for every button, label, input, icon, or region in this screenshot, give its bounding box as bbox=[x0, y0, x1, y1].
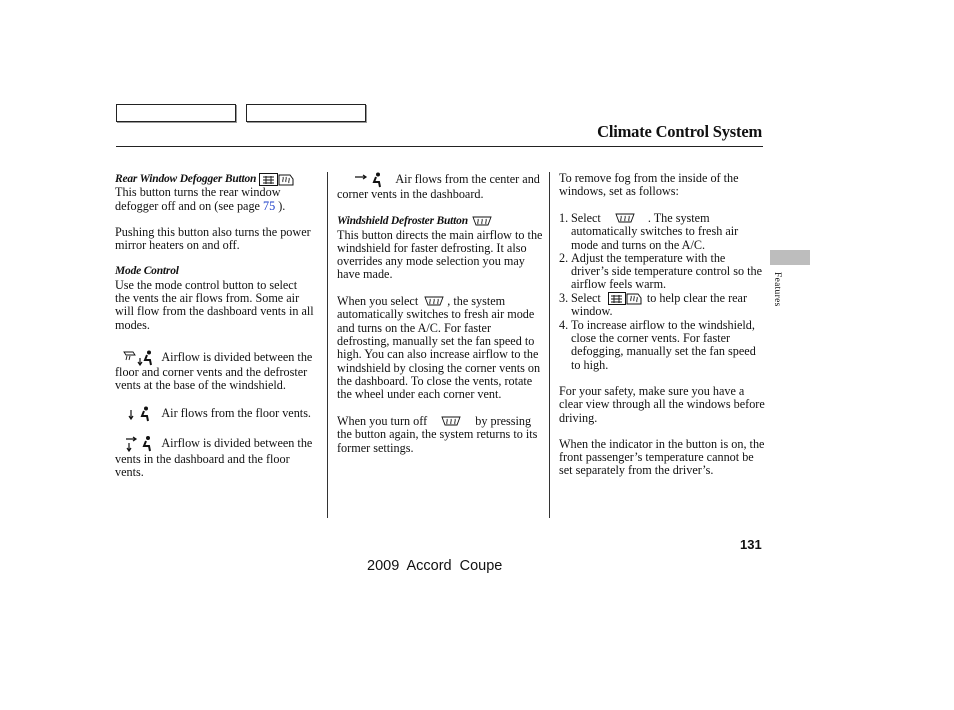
column-2 bbox=[337, 172, 545, 455]
defog-step-1: 1. Select . The system automatically switches to fresh air mode and turns on the A/C. bbox=[559, 210, 739, 252]
turnoff-text-start: When you turn off bbox=[337, 413, 428, 428]
bilevel-mode-text: Airflow is divided between the vents in the dashboard and the floor vents. bbox=[115, 435, 313, 479]
page-title: Climate Control System bbox=[597, 122, 762, 141]
windshield-defroster-icon bbox=[471, 215, 493, 228]
select-text-start: When you select bbox=[337, 293, 419, 308]
select-text-end: , the system automatically switches to fresh air mode and turns on the A/C. For faster defrosting, manually set the fan speed to high. You can also increase airflow to the windshield by closing the corner vents on the dashboard. To close the vents, rotate the wheel under each corner vent. bbox=[337, 293, 541, 402]
floor-mode-icon bbox=[127, 406, 159, 422]
windshield-defroster-heading: Windshield Defroster Button bbox=[337, 215, 468, 228]
page-number: 131 bbox=[740, 537, 762, 552]
rear-defogger-text: This button turns the rear window defogger off and on (see page bbox=[115, 185, 281, 213]
mirror-heater-icon bbox=[278, 173, 294, 186]
column-3 bbox=[559, 172, 765, 478]
column-1 bbox=[115, 172, 315, 479]
rear-defogger-heading: Rear Window Defogger Button bbox=[115, 173, 257, 185]
column-divider-2 bbox=[549, 172, 550, 518]
nav-tab-2[interactable] bbox=[246, 104, 366, 122]
floor-mode-text: Air flows from the floor vents. bbox=[161, 405, 311, 420]
rear-defogger-icon bbox=[259, 173, 278, 186]
rear-defogger-icon-step bbox=[608, 292, 642, 305]
dashboard-mode-text: Air flows from the center and corner vents in the dashboard. bbox=[337, 171, 540, 201]
section-tab-label: Features bbox=[772, 272, 782, 307]
mirror-heater-text: Pushing this button also turns the power mirror heaters on and off. bbox=[115, 224, 311, 253]
turnoff-text-end: by pressing the button again, the system returns to its former settings. bbox=[337, 413, 538, 455]
bilevel-mode-icon bbox=[123, 435, 159, 453]
mode-control-heading: Mode Control bbox=[115, 265, 179, 278]
page-75-link[interactable]: 75 bbox=[263, 198, 276, 213]
footer-model: 2009 Accord Coupe bbox=[367, 558, 503, 574]
defog-intro-text: To remove fog from the inside of the windows, set as follows: bbox=[559, 171, 739, 199]
floor-defrost-mode-icon bbox=[123, 350, 159, 366]
nav-tab-1[interactable] bbox=[116, 104, 236, 122]
dashboard-mode-icon bbox=[353, 172, 393, 188]
indicator-text: When the indicator in the button is on, the front passenger’s temperature cannot be set separately from the driver’s. bbox=[559, 436, 765, 478]
floor-defrost-mode-text: Airflow is divided between the floor and corner vents and the defroster vents at the base of the windshield. bbox=[115, 349, 313, 393]
defog-steps-list bbox=[559, 212, 765, 372]
defog-step-2: 2. Adjust the temperature with the driver’s side temperature control so the airflow feels warm. bbox=[559, 250, 762, 292]
defog-step-4: 4. To increase airflow to the windshield, close the corner vents. For faster defogging, manually set the fan speed to high. bbox=[559, 317, 756, 372]
windshield-defroster-text: This button directs the main airflow to the windshield for faster defrosting. It also overrides any mode selection you may have made. bbox=[337, 227, 543, 282]
section-tab bbox=[770, 250, 810, 265]
column-divider-1 bbox=[327, 172, 328, 518]
title-rule bbox=[116, 146, 763, 147]
defog-step-3: 3. Select to help clear the rear window. bbox=[559, 290, 748, 319]
mode-control-text: Use the mode control button to select the vents the air flows from. Some air will flow from the dashboard vents in all modes. bbox=[115, 277, 314, 332]
safety-text: For your safety, make sure you have a clear view through all the windows before driving. bbox=[559, 383, 765, 425]
rear-defogger-text-end: ). bbox=[278, 198, 286, 213]
